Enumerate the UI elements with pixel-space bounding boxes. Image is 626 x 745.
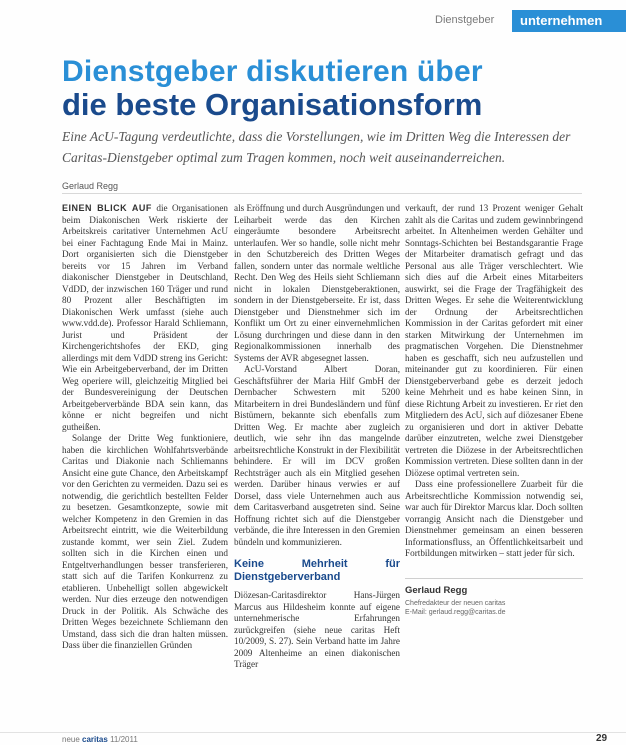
paragraph: verkauft, der rund 13 Prozent weniger Gehalt zahlt als die Caritas und zudem gewinnbringend arbeitet. In Altenheimen werden Gehälter und Sonntags-Schichten bei Bestandsgarantie Frage der Mitarbeiter dramatisch gefragt und das Personal aus alle Träger verschlechtert. Wie sich dies auf die Arbeit eines Mitarbeiters auswirkt, sei die Frage der Tragfähigkeit des Dritten Weges. Er sehe die Weiterentwicklung der Ordnung der Arbeitsrechtlichen Kommission in der Caritas gefordert mit einer starken Mitwirkung der Unternehmen im pragmatischen Vorgehen. Die Dienstnehmer haben es geschafft, sich neu aufzustellen und miteinander gut zu koordinieren. Für einen Dienstgeberverband gebe es derzeit jedoch keine Mehrheit und es habe keinen Sinn, in diese Richtung Arbeit zu investieren. Er riet den Mitgliedern des AcU, sich auf diözesaner Ebene zu organisieren und dort in aktiver Debatte darüber einzutreten, welche zwei Dienstgeber vertreten die Diözese in der Arbeitsrechtlichen Kommission vertreten. Diese sollten dann in der Diözese optimal vertreten sein. xyxy=(405,203,583,478)
bio-author-details: Chefredakteur der neuen caritas E-Mail: gerlaud.regg@caritas.de xyxy=(405,600,506,616)
page-number: 29 xyxy=(596,733,608,744)
article-column-2 xyxy=(234,203,400,733)
lead-paragraph: Eine AcU-Tagung verdeutlichte, dass die Vorstellungen, wie im Dritten Weg die Interessen der Caritas-Dienstgeber optimal zum Tragen kommen, noch weit auseinanderreichen. xyxy=(62,129,571,165)
issue-number: 11/2011 xyxy=(110,735,138,744)
section-tag: unternehmen xyxy=(512,10,626,32)
section-header xyxy=(430,10,626,32)
author-byline: Gerlaud Regg xyxy=(62,181,119,191)
footer-divider xyxy=(0,732,626,733)
article-column-3 xyxy=(405,203,583,733)
paragraph-text: die Organisationen beim Diakonischen Werk riskierte der Arbeitskreis caritativer Unternehmen AcU bei einer Fachtagung Ende Mai in Mainz. Dort organisierten sich die Dienstgeber bereits vor 15 Jahren im Verband diakonischer Dienstgeber in Deutschland, VdDD, der inzwischen 160 Träger und rund 80 Prozent aller Beschäftigten im Diakonischen Werk umfasst (siehe auch www.vdd.de). Professor Harald Schliemann, Jurist und Präsident der Kirchengerichtshofes der EKD, ging allerdings mit dem VdDD streng ins Gericht: Wie ein Arbeitgeberverband, der im Dritten Weg operiere will, gleichzeitig Mitglied bei der Bundesvereinigung der Deutschen Arbeitgeberverbände BDA sein kann, das könne er nicht begreifen und nicht gutheißen. xyxy=(62,203,228,432)
article-column-1 xyxy=(62,203,228,733)
subheading: Keine Mehrheit für Dienstgeberverband xyxy=(234,558,400,583)
bio-divider xyxy=(405,578,583,579)
paragraph: Diözesan-Caritasdirektor Hans-Jürgen Marcus aus Hildesheim konnte auf eigene unternehmerische Erfahrungen zurückgreifen (siehe neue caritas Heft 10/2009, S. 27). Sein Verband hatte im Jahre 2009 Altenheime an einen diakonischen Träger xyxy=(234,590,400,669)
magazine-prefix: neue xyxy=(62,735,80,744)
headline-line-2: die beste Organisationsform xyxy=(62,87,483,122)
byline-divider xyxy=(62,193,582,194)
paragraph: als Eröffnung und durch Ausgründungen und Leiharbeit werde das den Kirchen eingeräumte besondere Arbeitsrecht unterlaufen. Wer so handle, solle nicht mehr in den Schutzbereich des Dritten Weges fallen, sondern unter das normale weltliche Recht. Den Weg des Heils sieht Schliemann nicht in lokalen Dienstgeberaktionen, sondern in der Dienstgeberseite. Er ist, dass Dienstgeber und Dienstnehmer sich im Konflikt um Ort zu einer einvernehmlichen Lösung durchringen und diese dann in den Regionalkommissionen innerhalb des Systems der AVR abgesegnet lassen. xyxy=(234,203,400,363)
paragraph: AcU-Vorstand Albert Doran, Geschäftsführer der Maria Hilf GmbH der Dernbacher Schwestern mit 5200 Mitarbeitern in drei Bundesländern und fünf Bistümern, bekannte sich ebenfalls zum Dritten Weg. Er machte aber zugleich deutlich, wie sehr ihn das mangelnde arbeitsrechtliche Konstrukt in der Flexibilität behindere. Er will im DCV großen Rechtsträger auch als ein Mitglied gesehen werden. Darüber hinaus verwies er auf Dorsel, dass viele Unternehmen auch aus dem Caritasverband ausgetreten sind. Seine Hoffnung richtet sich auf die Dienstgeber verbände, die ihre Interessen in den Gremien bündeln und kommunizieren. xyxy=(234,364,400,547)
section-label: Dienstgeber xyxy=(435,14,495,26)
paragraph xyxy=(62,203,228,433)
paragraph: Dass eine professionellere Zuarbeit für die Arbeitsrechtliche Kommission notwendig sei, war auch für Direktor Marcus klar. Doch sollten vorrangig Ansicht nach die Dienstgeber und Dienstnehmer gemeinsam an einen besseren Informationsfluss, an Öffentlichkeitsarbeit und Fortbildungen mitwirken – statt jeder für sich. xyxy=(405,479,583,558)
lead-in-text: EINEN BLICK AUF xyxy=(62,203,152,213)
paragraph: Solange der Dritte Weg funktioniere, haben die kirchlichen Wohlfahrtsverbände Caritas und Diakonie nach Schliemanns Ansicht eine gute Chance, den Arbeitskampf vor den Gerichten zu vermeiden. Dazu sei es notwendig, die gerichtlich bestellten Felder zu besetzen. Gesamtkonzepte, sowie mit welcher Kompetenz in den Gremien in das Arbeitsrecht eintritt, wie die Weiterbildung zustande kommt, wer sein Ziel. Zudem sollten sich in die Kirchen einen und Entgeltverhandlungen besser transferieren, statt sich auf die Tarifen Konkurrenz zu etablieren. Unbehelligt sollen abgewickelt werden. Nur dies erzeuge den notwendigen Druck in der Politik. Als Schwäche des Dritten Weges bezeichnete Schliemann den Umstand, dass sich die dran halten müssen. Dass über die finanziellen Gründen xyxy=(62,433,228,650)
bio-author-name: Gerlaud Regg xyxy=(405,584,468,596)
headline-line-1: Dienstgeber diskutieren über xyxy=(62,55,483,88)
footer-publication xyxy=(62,735,138,744)
magazine-name: caritas xyxy=(82,735,108,744)
